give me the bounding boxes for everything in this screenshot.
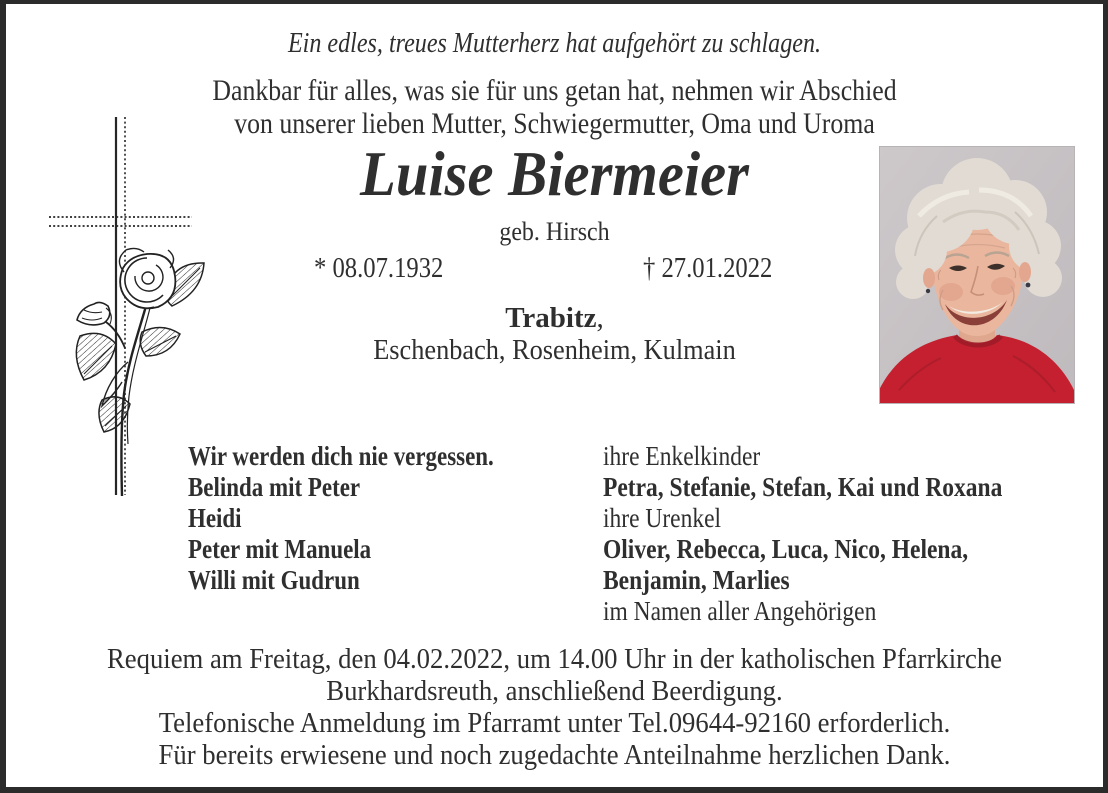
mourner-line: Petra, Stefanie, Stefan, Kai und Roxana xyxy=(603,472,1003,502)
mourner-line: Willi mit Gudrun xyxy=(188,565,360,595)
mourners-left-column xyxy=(188,441,494,596)
residence-line xyxy=(6,302,1103,335)
mourners-right-column xyxy=(603,441,1002,627)
mourner-line: Oliver, Rebecca, Luca, Nico, Helena, xyxy=(603,534,969,564)
mourner-group-label: ihre Urenkel xyxy=(603,503,722,533)
residence-separator: , xyxy=(596,302,604,334)
other-places: Eschenbach, Rosenheim, Kulmain xyxy=(373,335,736,366)
intro-paragraph xyxy=(83,74,1026,140)
epigraph: Ein edles, treues Mutterherz hat aufgehört zu schlagen. xyxy=(287,28,822,59)
funeral-line-1: Requiem am Freitag, den 04.02.2022, um 14.00 Uhr in der katholischen Pfarrkirche xyxy=(106,643,1003,675)
farewell-message: Wir werden dich nie vergessen. xyxy=(188,441,494,471)
mourner-line: Belinda mit Peter xyxy=(188,472,361,502)
mourner-line: Peter mit Manuela xyxy=(188,534,372,564)
deceased-name: Luise Biermeier xyxy=(360,139,749,209)
mourner-line: Benjamin, Marlies xyxy=(603,565,790,595)
intro-line-1: Dankbar für alles, was sie für uns getan hat, nehmen wir Abschied xyxy=(212,74,897,107)
maiden-name: geb. Hirsch xyxy=(499,217,610,246)
funeral-line-3: Telefonische Anmeldung im Pfarramt unter Tel.09644-92160 erforderlich. xyxy=(158,707,951,739)
funeral-line-2: Burkhardsreuth, anschließend Beerdigung. xyxy=(326,675,783,707)
mourner-closing-line: im Namen aller Angehörigen xyxy=(603,596,877,626)
death-date: † 27.01.2022 xyxy=(643,253,773,284)
funeral-information xyxy=(50,643,1059,771)
birth-date: * 08.07.1932 xyxy=(314,253,444,284)
mourner-line: Heidi xyxy=(188,503,242,533)
rose-blossom xyxy=(119,248,175,308)
mourner-group-label: ihre Enkelkinder xyxy=(603,441,761,471)
intro-line-2: von unserer lieben Mutter, Schwiegermutter, Oma und Uroma xyxy=(234,107,875,140)
funeral-line-4: Für bereits erwiesene und noch zugedachte Anteilnahme herzlichen Dank. xyxy=(158,739,951,771)
residence-town: Trabitz xyxy=(505,302,597,334)
